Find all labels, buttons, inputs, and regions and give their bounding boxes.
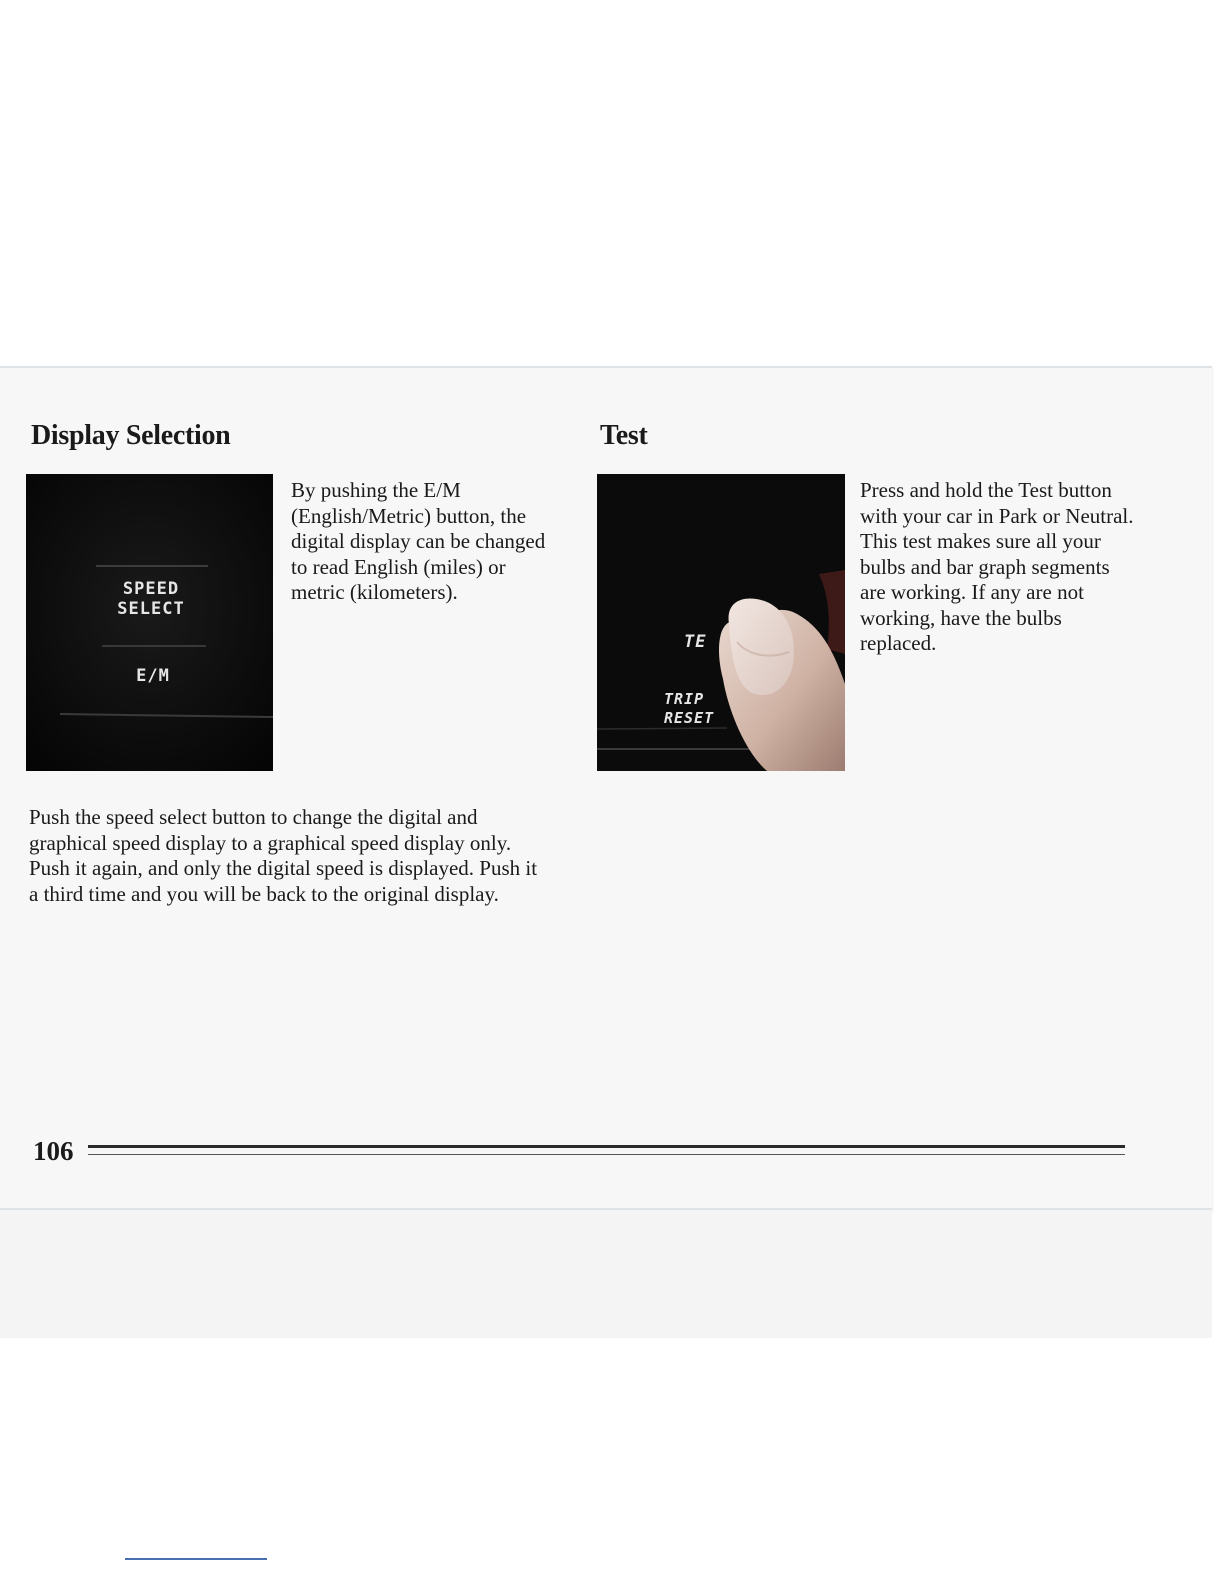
page-number: 106 <box>33 1136 74 1166</box>
footer-rule <box>88 1145 1125 1148</box>
scan-margin-band <box>0 1210 1212 1338</box>
display-selection-heading: Display Selection <box>31 420 231 451</box>
footer-rule-thin <box>88 1154 1125 1155</box>
speed-select-label: SPEED SELECT <box>117 579 185 619</box>
speed-select-panel-photo <box>26 474 273 771</box>
em-label: E/M <box>136 666 170 686</box>
test-label-partial: TE <box>684 632 707 652</box>
em-description: By pushing the E/M (English/Metric) button, the digital display can be changed to read English (miles) or metric (kilometers). <box>291 478 546 604</box>
test-heading: Test <box>600 420 648 451</box>
speed-select-description: Push the speed select button to change the digital and graphical speed display to a graphical speed display only. Push it again, and only the digital speed is displayed. Push it a third time and you will be back to the original display. <box>29 805 538 906</box>
speed-select-panel-icon <box>26 474 273 771</box>
trip-reset-label-partial: TRIP RESET <box>664 690 715 727</box>
test-description: Press and hold the Test button with your car in Park or Neutral. This test makes sure all your bulbs and bar graph segments are working. If any are not working, have the bulbs replaced. <box>860 478 1134 655</box>
scan-artifact-line <box>125 1558 267 1560</box>
